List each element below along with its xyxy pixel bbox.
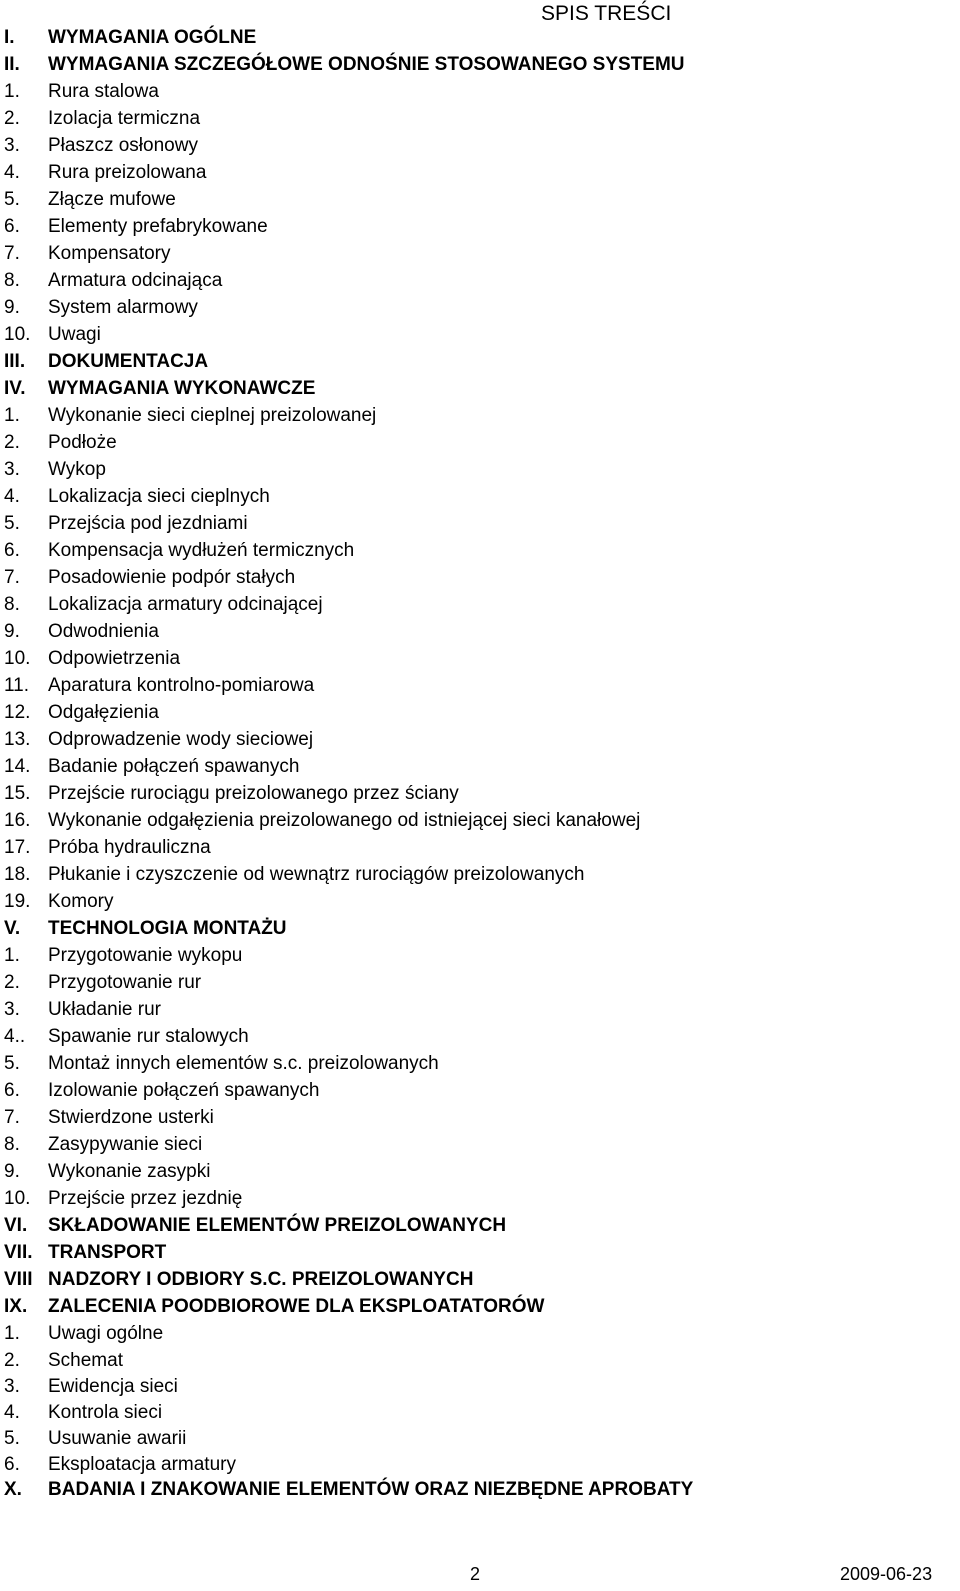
toc-label: Rura stalowa xyxy=(48,81,159,102)
toc-number: 4. xyxy=(4,486,20,507)
toc-number: 8. xyxy=(4,594,20,615)
toc-number: 10. xyxy=(4,1188,31,1209)
toc-label: Złącze mufowe xyxy=(48,189,176,210)
toc-label: Odwodnienia xyxy=(48,621,159,642)
toc-label: Rura preizolowana xyxy=(48,162,207,183)
toc-number: 19. xyxy=(4,891,31,912)
toc-number: 1. xyxy=(4,81,20,102)
toc-number: 1. xyxy=(4,405,20,426)
toc-label: ZALECENIA POODBIOROWE DLA EKSPLOATATORÓW xyxy=(48,1296,545,1317)
toc-number: 3. xyxy=(4,1376,20,1397)
toc-number: IX. xyxy=(4,1296,28,1317)
toc-label: Schemat xyxy=(48,1350,123,1371)
toc-label: Izolacja termiczna xyxy=(48,108,201,129)
toc-label: Odprowadzenie wody sieciowej xyxy=(48,729,314,750)
toc-number: II. xyxy=(4,54,20,75)
toc-label: Komory xyxy=(48,891,114,912)
toc-number: 6. xyxy=(4,216,20,237)
toc-label: Usuwanie awarii xyxy=(48,1428,187,1449)
toc-label: WYMAGANIA OGÓLNE xyxy=(48,27,257,48)
toc-label: Aparatura kontrolno-pomiarowa xyxy=(48,675,315,696)
toc-label: TECHNOLOGIA MONTAŻU xyxy=(48,918,287,939)
toc-label: Przygotowanie wykopu xyxy=(48,945,243,966)
toc-label: Montaż innych elementów s.c. preizolowanych xyxy=(48,1053,439,1074)
toc-label: Lokalizacja armatury odcinającej xyxy=(48,594,323,615)
toc-number: VII. xyxy=(4,1242,33,1263)
toc-label: Przejście rurociągu preizolowanego przez ściany xyxy=(48,783,459,804)
toc-number: 9. xyxy=(4,297,20,318)
toc-number: 6. xyxy=(4,540,20,561)
toc-label: Elementy prefabrykowane xyxy=(48,216,268,237)
toc-number: 2. xyxy=(4,1350,20,1371)
toc-number: 8. xyxy=(4,1134,20,1155)
toc-label: SKŁADOWANIE ELEMENTÓW PREIZOLOWANYCH xyxy=(48,1215,507,1236)
toc-label: WYMAGANIA WYKONAWCZE xyxy=(48,378,316,399)
toc-label: NADZORY I ODBIORY S.C. PREIZOLOWANYCH xyxy=(48,1269,474,1290)
toc-number: 1. xyxy=(4,1323,20,1344)
toc-number: 10. xyxy=(4,324,31,345)
page-title: SPIS TREŚCI xyxy=(541,2,672,25)
toc-label: Przejście przez jezdnię xyxy=(48,1188,243,1209)
toc-label: Płukanie i czyszczenie od wewnątrz rurociągów preizolowanych xyxy=(48,864,585,885)
toc-number: 4. xyxy=(4,1402,20,1423)
toc-number: 9. xyxy=(4,621,20,642)
toc-number: 14. xyxy=(4,756,31,777)
toc-number: 8. xyxy=(4,270,20,291)
toc-number: 2. xyxy=(4,972,20,993)
toc-number: 15. xyxy=(4,783,31,804)
toc-label: Odpowietrzenia xyxy=(48,648,181,669)
toc-label: Wykop xyxy=(48,459,106,480)
toc-number: I. xyxy=(4,27,15,48)
toc-number: VIII xyxy=(4,1269,33,1290)
toc-number: V. xyxy=(4,918,21,939)
toc-label: Eksploatacja armatury xyxy=(48,1454,236,1475)
toc-number: 16. xyxy=(4,810,31,831)
toc-label: Wykonanie odgałęzienia preizolowanego od istniejącej sieci kanałowej xyxy=(48,810,641,831)
toc-number: 2. xyxy=(4,432,20,453)
toc-label: Izolowanie połączeń spawanych xyxy=(48,1080,320,1101)
toc-number: VI. xyxy=(4,1215,28,1236)
toc-number: 11. xyxy=(4,675,30,696)
toc-label: Armatura odcinająca xyxy=(48,270,223,291)
toc-label: Ewidencja sieci xyxy=(48,1376,178,1397)
toc-number: 6. xyxy=(4,1080,20,1101)
toc-label: Uwagi ogólne xyxy=(48,1323,164,1344)
toc-label: WYMAGANIA SZCZEGÓŁOWE ODNOŚNIE STOSOWANEGO SYSTEMU xyxy=(48,54,685,75)
toc-label: Stwierdzone usterki xyxy=(48,1107,214,1128)
toc-number: 6. xyxy=(4,1454,20,1475)
toc-number: 7. xyxy=(4,1107,20,1128)
toc-number: 7. xyxy=(4,567,20,588)
toc-number: 12. xyxy=(4,702,31,723)
toc-label: Próba hydrauliczna xyxy=(48,837,211,858)
toc-number: 5. xyxy=(4,189,20,210)
toc-label: DOKUMENTACJA xyxy=(48,351,209,372)
toc-number: 13. xyxy=(4,729,31,750)
toc-label: Posadowienie podpór stałych xyxy=(48,567,296,588)
toc-number: 5. xyxy=(4,1428,20,1449)
toc-label: Przygotowanie rur xyxy=(48,972,202,993)
toc-number: 4. xyxy=(4,162,20,183)
toc-label: BADANIA I ZNAKOWANIE ELEMENTÓW ORAZ NIEZBĘDNE APROBATY xyxy=(48,1479,694,1500)
toc-label: Uwagi xyxy=(48,324,101,345)
toc-number: 17. xyxy=(4,837,31,858)
toc-label: Wykonanie sieci cieplnej preizolowanej xyxy=(48,405,377,426)
toc-label: TRANSPORT xyxy=(48,1242,167,1263)
toc-label: Płaszcz osłonowy xyxy=(48,135,198,156)
document-date: 2009-06-23 xyxy=(840,1564,933,1584)
toc-label: System alarmowy xyxy=(48,297,198,318)
toc-label: Podłoże xyxy=(48,432,117,453)
toc-number: 10. xyxy=(4,648,31,669)
toc-number: 3. xyxy=(4,999,20,1020)
toc-number: 5. xyxy=(4,1053,20,1074)
toc-label: Spawanie rur stalowych xyxy=(48,1026,249,1047)
toc-label: Kompensacja wydłużeń termicznych xyxy=(48,540,355,561)
toc-label: Wykonanie zasypki xyxy=(48,1161,211,1182)
page-number: 2 xyxy=(470,1564,481,1584)
toc-number: 18. xyxy=(4,864,31,885)
toc-label: Badanie połączeń spawanych xyxy=(48,756,300,777)
toc-label: Układanie rur xyxy=(48,999,161,1020)
toc-label: Odgałęzienia xyxy=(48,702,159,723)
toc-number: 7. xyxy=(4,243,20,264)
toc-label: Lokalizacja sieci cieplnych xyxy=(48,486,270,507)
toc-number: 3. xyxy=(4,459,20,480)
toc-label: Przejścia pod jezdniami xyxy=(48,513,248,534)
toc-number: IV. xyxy=(4,378,26,399)
toc-number: 5. xyxy=(4,513,20,534)
toc-label: Kontrola sieci xyxy=(48,1402,163,1423)
toc-number: 3. xyxy=(4,135,20,156)
toc-number: 9. xyxy=(4,1161,20,1182)
toc-label: Kompensatory xyxy=(48,243,171,264)
toc-number: III. xyxy=(4,351,26,372)
toc-number: 2. xyxy=(4,108,20,129)
toc-label: Zasypywanie sieci xyxy=(48,1134,203,1155)
toc-number: 4.. xyxy=(4,1026,26,1047)
toc-number: X. xyxy=(4,1479,22,1500)
toc-number: 1. xyxy=(4,945,20,966)
